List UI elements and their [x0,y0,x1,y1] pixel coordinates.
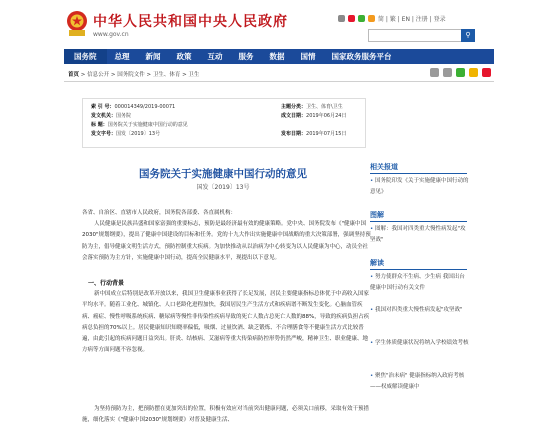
main-nav [64,49,494,64]
sidebar-divider [370,221,467,222]
nav-item-premier[interactable]: 总理 [114,52,130,61]
sidebar-divider [370,269,467,270]
graphic-link[interactable] [370,224,470,246]
interpretation-link-text[interactable]: 学生体质健康状况将纳入学校绩效考核 [375,340,469,346]
related-reports-heading: 相关报道 [370,163,398,171]
interpretation-link-text[interactable]: 努力使群众不生病、少生病 我国出台健康中国行动有关文件 [370,274,465,291]
weibo-share-icon[interactable] [482,68,491,77]
title-label: 标 题： [91,122,108,128]
divider [64,81,494,82]
title-value: 国务院关于实施健康中国行动的意见 [107,122,188,128]
nav-item-news[interactable]: 新闻 [145,52,161,61]
interpretation-link[interactable] [370,338,470,349]
site-url: www.gov.cn [93,31,129,38]
interpretation-link-text[interactable]: 聚焦"治未病" 健康指标纳入政府考核——权威解读健康中 [370,373,465,390]
graphic-heading: 图解 [370,211,384,219]
issuer-value: 国务院 [116,113,132,119]
nav-item-national-info[interactable]: 国情 [300,52,316,61]
topic-value: 卫生、体育\卫生 [306,104,343,110]
graphic-link-text[interactable]: 图解：我国对四类重大慢性病发起"攻坚战" [370,226,466,243]
wechat-icon[interactable] [358,15,365,22]
salutation: 各省、自治区、直辖市人民政府，国务院各部委、各直属机构： [82,210,237,216]
sidebar-divider [370,173,467,174]
interpretation-link[interactable] [370,371,470,393]
related-link[interactable] [370,176,470,198]
nav-item-state-council[interactable]: 国务院 [64,49,107,64]
share-icons [430,68,491,77]
interpretation-link[interactable] [370,305,470,316]
rss-icon[interactable] [368,15,375,22]
interpretation-link[interactable] [370,272,470,294]
mobile-icon[interactable] [338,15,345,22]
breadcrumb-home[interactable]: 首页 [68,72,80,78]
topic-label: 主题分类： [281,104,307,110]
number-value: 国发〔2019〕13号 [116,131,161,137]
paragraph-1: 人民健康是民族昌盛和国家富强的重要标志，预防是最经济最有效的健康策略。党中央、国务院发布《"健康中国2030"规划纲要》，提出了健康中国建设的目标和任务。党的十九大作出实施健康中国战略的重大决策部署，强调坚持预防为主，倡导健康文明生活方式，预防控制重大疾病。为加快推动从以治病为中心转变为以人民健康为中心，动员全社会落实预防为主方针，实施健康中国行动，提高全民健康水平，现提出以下意见。 [82,221,371,261]
wechat-share-icon[interactable] [456,68,465,77]
search-icon[interactable]: ⚲ [461,29,475,42]
bullet-icon: • [370,226,375,232]
language-login-links[interactable]: 简 | 繁 | EN | 注册 | 登录 [378,16,446,23]
nav-item-policy[interactable]: 政策 [176,52,192,61]
article-title: 国务院关于实施健康中国行动的意见 [139,168,307,180]
related-link-text[interactable]: 国务院印发《关于实施健康中国行动的意见》 [370,178,469,195]
top-links[interactable] [338,14,446,23]
issuer-label: 发文机关： [91,113,117,119]
index-value: 000014349/2019-00071 [114,104,176,110]
index-label: 索 引 号： [91,104,115,110]
bullet-icon: • [370,340,375,346]
bullet-icon: • [370,274,375,280]
nav-item-interaction[interactable]: 互动 [207,52,223,61]
section-heading: 一、行动背景 [88,280,125,287]
qzone-share-icon[interactable] [469,68,478,77]
print-icon[interactable] [430,68,439,77]
breadcrumb-trail[interactable]: > 信息公开 > 国务院文件 > 卫生、体育 > 卫生 [79,72,200,78]
date-value: 2019年06月24日 [306,113,347,119]
interpretation-link-text[interactable]: 我国对四类重大慢性病发起"攻坚战" [375,307,463,313]
nav-item-data[interactable]: 数据 [269,52,285,61]
nav-item-service-platform[interactable]: 国家政务服务平台 [331,52,392,61]
bullet-icon: • [370,307,375,313]
bullet-icon: • [370,178,375,184]
number-label: 发文字号： [91,131,117,137]
share-icon[interactable] [443,68,452,77]
bullet-icon: • [370,373,375,379]
weibo-icon[interactable] [348,15,355,22]
nav-item-service[interactable]: 服务 [238,52,254,61]
breadcrumb[interactable] [68,70,199,78]
publish-label: 发布日期： [281,131,307,137]
paragraph-3: 为坚持预防为主，把预防摆在更加突出的位置，积极有效应对当前突出健康问题，必须关口前移，采取有效干预措施，细化落实《"健康中国2030"规划纲要》对普及健康生活、 [82,406,370,424]
search-input[interactable] [368,29,462,42]
document-number: 国发〔2019〕13号 [196,184,250,191]
paragraph-2: 新中国成立后特别是改革开放以来，我国卫生健康事业获得了长足发展，居民主要健康指标总体优于中高收入国家平均水平。随着工业化、城镇化、人口老龄化进程加快，我国居民生产生活方式和疾病谱不断发生变化。心脑血管疾病、癌症、慢性呼吸系统疾病、糖尿病等慢性非传染性疾病导致的死亡人数占总死亡人数的88%，导致的疾病负担占疾病总负担的70%以上。居民健康知识知晓率偏低，吸烟、过量饮酒、缺乏锻炼、不合理膳食等不健康生活方式比较普遍，由此引起的疾病问题日益突出。肝炎、结核病、艾滋病等重大传染病防控形势仍然严峻，精神卫生、职业健康、地方病等方面问题不容忽视。 [82,291,370,354]
site-title[interactable]: 中华人民共和国中央人民政府 [93,14,288,30]
interpretation-heading: 解读 [370,259,384,267]
national-emblem-logo[interactable] [66,8,88,38]
date-label: 成文日期： [281,113,307,119]
publish-value: 2019年07月15日 [306,131,347,137]
document-info-table [82,98,366,148]
